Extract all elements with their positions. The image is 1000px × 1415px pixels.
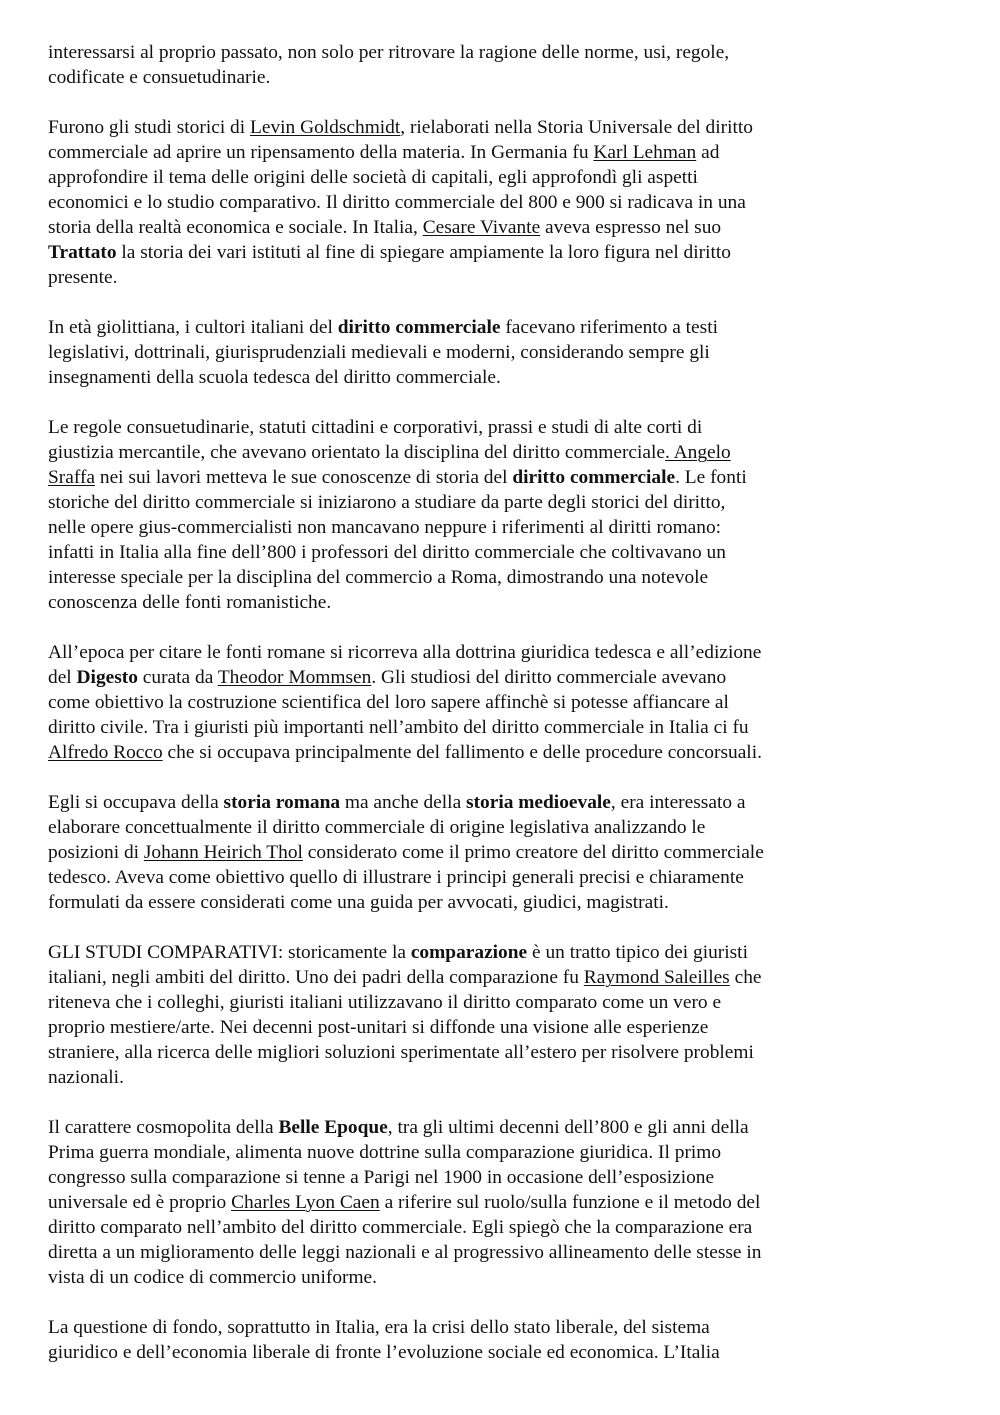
text-segment: giuridico e dell’economia liberale di fronte l’evoluzione sociale ed economica. L’Italia — [48, 1342, 720, 1363]
text-line — [48, 940, 968, 965]
text-segment: che — [729, 967, 762, 988]
text-segment: tedesco. Aveva come obiettivo quello di illustrare i principi generali precisi e chiaramente — [48, 867, 744, 888]
text-line — [48, 665, 968, 690]
text-line — [48, 315, 968, 340]
paragraph — [48, 40, 968, 90]
text-segment: aveva espresso nel suo — [540, 217, 722, 238]
bold-term: storia medioevale — [466, 792, 611, 813]
text-line — [48, 365, 968, 390]
link-raymond-saleilles[interactable]: Raymond Saleilles — [583, 967, 730, 988]
text-line — [48, 515, 968, 540]
paragraph — [48, 790, 968, 915]
text-segment: , tra gli ultimi decenni dell’800 e gli anni della — [387, 1117, 749, 1138]
link-alfredo-rocco[interactable]: Alfredo Rocco — [48, 742, 163, 763]
link-theodor-mommsen[interactable]: Theodor Mommsen — [217, 667, 372, 688]
paragraph — [48, 315, 968, 390]
bold-term: Digesto — [76, 667, 138, 688]
text-line — [48, 415, 968, 440]
link-johann-heirich-thol[interactable]: Johann Heirich Thol — [143, 842, 303, 863]
paragraph — [48, 415, 968, 615]
bold-term: comparazione — [410, 942, 528, 963]
text-segment: congresso sulla comparazione si tenne a Parigi nel 1900 in occasione dell’esposizione — [48, 1167, 715, 1188]
text-line — [48, 1165, 968, 1190]
text-segment: codificate e consuetudinarie. — [48, 67, 271, 88]
text-segment: che si occupava principalmente del fallimento e delle procedure concorsuali. — [162, 742, 762, 763]
text-segment: riteneva che i colleghi, giuristi italiani utilizzavano il diritto comparato come un vero e — [48, 992, 722, 1013]
text-line — [48, 490, 968, 515]
text-segment: . Gli studiosi del diritto commerciale avevano — [371, 667, 727, 688]
text-segment: All’epoca per citare le fonti romane si ricorreva alla dottrina giuridica tedesca e all’edizione — [48, 642, 762, 663]
text-segment: conoscenza delle fonti romanistiche. — [48, 592, 332, 613]
text-segment: Le regole consuetudinarie, statuti cittadini e corporativi, prassi e studi di alte corti di — [48, 417, 703, 438]
text-line — [48, 165, 968, 190]
text-segment: ad — [696, 142, 720, 163]
text-line — [48, 815, 968, 840]
text-segment: come obiettivo la costruzione scientifica del loro sapere affinchè si potesse affiancare al — [48, 692, 729, 713]
text-segment: formulati da essere considerati come una guida per avvocati, giudici, magistrati. — [48, 892, 669, 913]
bold-term: diritto commerciale — [337, 317, 501, 338]
text-line — [48, 1190, 968, 1215]
text-segment: curata da — [137, 667, 218, 688]
text-line — [48, 1040, 968, 1065]
text-segment: elaborare concettualmente il diritto commerciale di origine legislativa analizzando le — [48, 817, 706, 838]
link-karl-lehman[interactable]: Karl Lehman — [593, 142, 697, 163]
text-segment: In età giolittiana, i cultori italiani del — [48, 317, 338, 338]
text-segment: interesse speciale per la disciplina del commercio a Roma, dimostrando una notevole — [48, 567, 709, 588]
text-line — [48, 1015, 968, 1040]
text-segment: italiani, negli ambiti del diritto. Uno dei padri della comparazione fu — [48, 967, 584, 988]
text-segment: approfondire il tema delle origini delle società di capitali, egli approfondì gli aspetti — [48, 167, 698, 188]
text-segment: diritto civile. Tra i giuristi più importanti nell’ambito del diritto commerciale in Italia ci fu — [48, 717, 749, 738]
text-segment: presente. — [48, 267, 118, 288]
text-segment: a riferire sul ruolo/sulla funzione e il metodo del — [379, 1192, 761, 1213]
text-line — [48, 1215, 968, 1240]
text-segment: straniere, alla ricerca delle migliori soluzioni sperimentate all’estero per risolvere problemi — [48, 1042, 754, 1063]
text-segment: posizioni di — [48, 842, 144, 863]
text-segment: universale ed è proprio — [48, 1192, 232, 1213]
text-line — [48, 640, 968, 665]
text-line — [48, 65, 968, 90]
text-segment: facevano riferimento a testi — [500, 317, 718, 338]
text-line — [48, 1115, 968, 1140]
text-line — [48, 40, 968, 65]
paragraph — [48, 115, 968, 290]
text-line — [48, 340, 968, 365]
text-segment: storia della realtà economica e sociale. In Italia, — [48, 217, 423, 238]
text-segment: nei sui lavori metteva le sue conoscenze di storia del — [95, 467, 513, 488]
text-line — [48, 690, 968, 715]
text-line — [48, 440, 968, 465]
text-segment: Egli si occupava della — [48, 792, 224, 813]
text-segment: , era interessato a — [610, 792, 746, 813]
text-segment: Furono gli studi storici di — [48, 117, 250, 138]
text-segment: nazionali. — [48, 1067, 124, 1088]
text-segment: Prima guerra mondiale, alimenta nuove dottrine sulla comparazione giuridica. Il primo — [48, 1142, 722, 1163]
link-levin-goldschmidt[interactable]: Levin Goldschmidt — [250, 117, 401, 138]
text-segment: La questione di fondo, soprattutto in Italia, era la crisi dello stato liberale, del sistema — [48, 1317, 710, 1338]
text-line — [48, 1240, 968, 1265]
text-line — [48, 115, 968, 140]
text-segment: interessarsi al proprio passato, non solo per ritrovare la ragione delle norme, usi, regole, — [48, 42, 730, 63]
link-angelo-sraffa[interactable]: . Angelo — [665, 442, 731, 463]
text-line — [48, 190, 968, 215]
text-segment: , rielaborati nella Storia Universale del diritto — [400, 117, 753, 138]
text-segment: diritto comparato nell’ambito del diritto commerciale. Egli spiegò che la comparazione era — [48, 1217, 753, 1238]
text-line — [48, 265, 968, 290]
paragraph — [48, 1115, 968, 1290]
document-page — [48, 40, 968, 1390]
text-line — [48, 965, 968, 990]
text-line — [48, 1315, 968, 1340]
link-cesare-vivante[interactable]: Cesare Vivante — [422, 217, 541, 238]
paragraph — [48, 640, 968, 765]
text-segment: giustizia mercantile, che avevano orientato la disciplina del diritto commerciale — [48, 442, 666, 463]
text-segment: commerciale ad aprire un ripensamento della materia. In Germania fu — [48, 142, 594, 163]
text-line — [48, 1340, 968, 1365]
text-line — [48, 565, 968, 590]
text-segment: vista di un codice di commercio uniforme. — [48, 1267, 378, 1288]
text-line — [48, 590, 968, 615]
text-segment: GLI STUDI COMPARATIVI: storicamente la — [48, 942, 411, 963]
link-angelo-sraffa[interactable]: Sraffa — [48, 467, 96, 488]
text-line — [48, 890, 968, 915]
bold-term: storia romana — [223, 792, 341, 813]
text-segment: legislativi, dottrinali, giurisprudenziali medievali e moderni, considerando sempre gli — [48, 342, 710, 363]
text-line — [48, 540, 968, 565]
text-segment: considerato come il primo creatore del diritto commerciale — [302, 842, 764, 863]
text-line — [48, 1140, 968, 1165]
text-segment: infatti in Italia alla fine dell’800 i professori del diritto commerciale che coltivavano un — [48, 542, 726, 563]
bold-term: diritto commerciale — [512, 467, 676, 488]
text-segment: Il carattere cosmopolita della — [48, 1117, 279, 1138]
text-line — [48, 865, 968, 890]
text-segment: proprio mestiere/arte. Nei decenni post-unitari si diffonde una visione alle esperienze — [48, 1017, 709, 1038]
paragraph — [48, 940, 968, 1090]
text-segment: diretta a un miglioramento delle leggi nazionali e al progressivo allineamento delle stesse in — [48, 1242, 762, 1263]
bold-term: Belle Epoque — [278, 1117, 388, 1138]
text-segment: nelle opere gius-commercialisti non mancavano neppure i riferimenti al diritti romano: — [48, 517, 722, 538]
text-line — [48, 740, 968, 765]
link-charles-lyon-caen[interactable]: Charles Lyon Caen — [231, 1192, 380, 1213]
text-segment: economici e lo studio comparativo. Il diritto commerciale del 800 e 900 si radicava in una — [48, 192, 746, 213]
paragraph — [48, 1315, 968, 1365]
text-segment: del — [48, 667, 77, 688]
text-line — [48, 1065, 968, 1090]
text-line — [48, 840, 968, 865]
text-segment: la storia dei vari istituti al fine di spiegare ampiamente la loro figura nel diritto — [116, 242, 731, 263]
text-line — [48, 715, 968, 740]
text-segment: è un tratto tipico dei giuristi — [527, 942, 748, 963]
text-line — [48, 215, 968, 240]
text-segment: storiche del diritto commerciale si iniziarono a studiare da parte degli storici del diritto, — [48, 492, 726, 513]
text-line — [48, 240, 968, 265]
text-line — [48, 790, 968, 815]
text-line — [48, 990, 968, 1015]
text-line — [48, 1265, 968, 1290]
text-segment: insegnamenti della scuola tedesca del diritto commerciale. — [48, 367, 501, 388]
bold-term: Trattato — [48, 242, 117, 263]
text-line — [48, 140, 968, 165]
text-segment: ma anche della — [340, 792, 467, 813]
text-segment: . Le fonti — [675, 467, 747, 488]
text-line — [48, 465, 968, 490]
